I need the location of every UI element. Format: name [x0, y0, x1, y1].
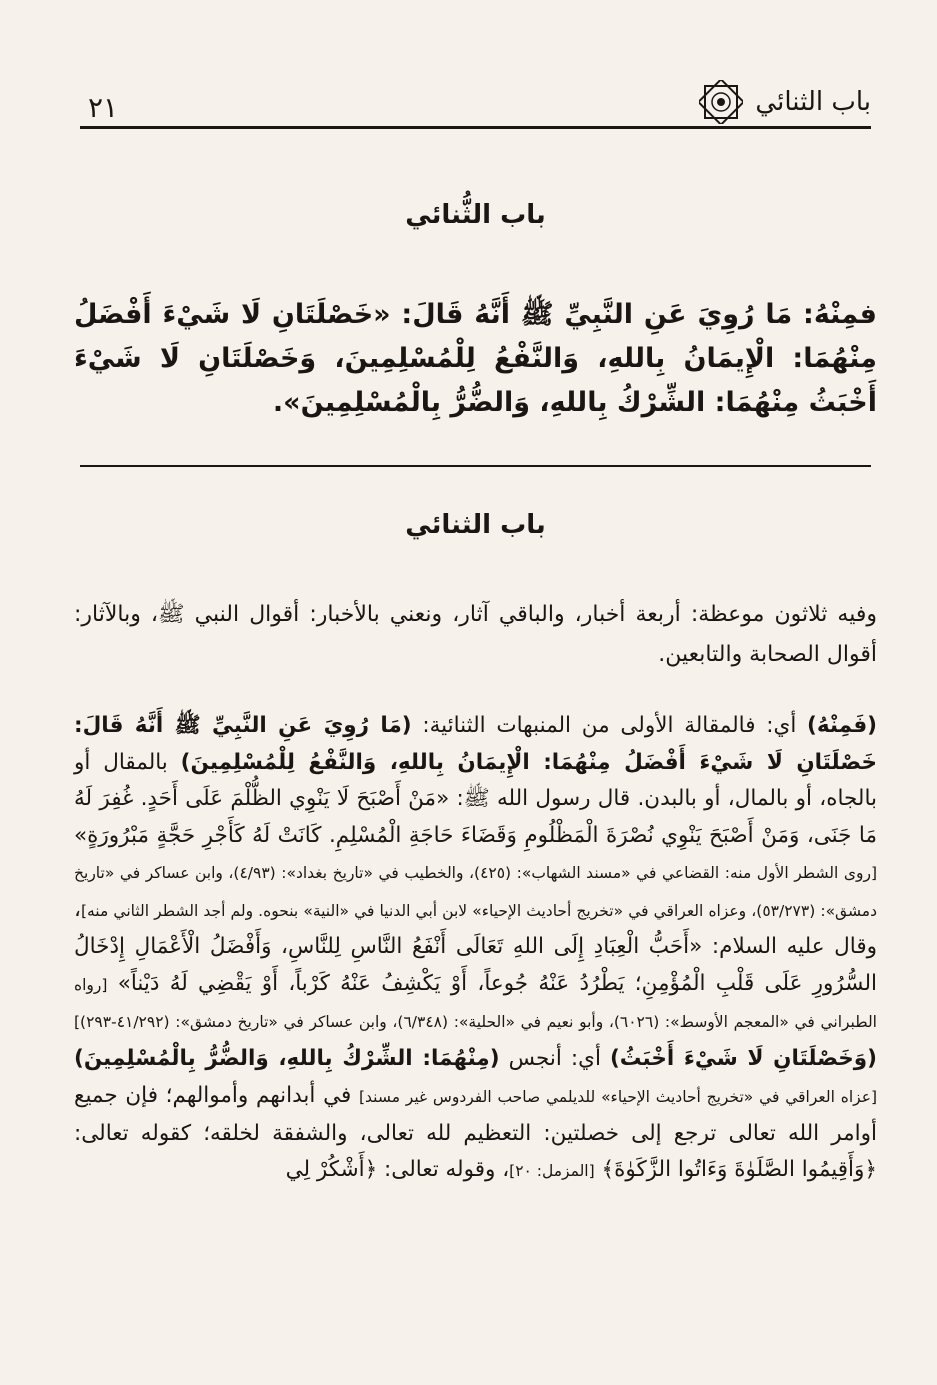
sharh-intro: وفيه ثلاثون موعظة: أربعة أخبار، والباقي آثار، ونعني بالأخبار: أقوال النبي ﷺ، وبالآثار: أقوال الصحابة والتابعين. — [74, 602, 877, 667]
commentary-citation: [رواه الطبراني في «المعجم الأوسط»: (٦٠٢٦)، وأبو نعيم في «الحلية»: (٦/٣٤٨)، وابن عساكر في «تاريخ دمشق»: (٤١/٢٩٢-٢٩٣)] — [74, 975, 877, 1031]
ornament-icon — [699, 80, 743, 124]
running-title: باب الثنائي — [755, 87, 871, 117]
sharh-heading: باب الثنائي — [405, 510, 546, 540]
commentary-text: في أبدانهم وأموالهم؛ فإن جميع أوامر الله تعالى ترجع إلى خصلتين: التعظيم لله تعالى، والشفقة لخلقه؛ كقوله تعالى: ﴿وَأَقِيمُوا الصَّلَوٰةَ وَءَاتُوا الزَّكَوٰةَ﴾ — [74, 1083, 877, 1182]
commentary-text: ، وقال عليه السلام: «أَحَبُّ الْعِبَادِ إِلَى اللهِ تَعَالَى أَنْفَعُ النَّاسِ لِلنَّاسِ، وَأَفْضَلُ الْأَعْمَالِ إِدْخَالُ السُّرُورِ عَلَى قَلْبِ الْمُؤْمِنِ؛ يَطْرُدُ عَنْهُ جُوعاً، أَوْ يَكْشِفُ عَنْهُ كَرْباً، أَوْ يَقْضِي لَهُ دَيْناً» — [74, 896, 877, 996]
commentary-lemma: (وَخَصْلَتَانِ لَا شَيْءَ أَخْبَثُ) — [609, 1045, 877, 1071]
commentary-text: بالمقال أو بالجاه، أو بالمال، أو بالبدن. قال رسول الله ﷺ: «مَنْ أَصْبَحَ لَا يَنْوِي الظُّلْمَ عَلَى أَحَدٍ. غُفِرَ لَهُ مَا جَنَى، وَمَنْ أَصْبَحَ يَنْوِي نُصْرَةَ الْمَظْلُومِ وَقَضَاءَ حَاجَةِ الْمُسْلِمِ. كَانَتْ لَهُ كَأَجْرِ حَجَّةٍ مَبْرُورَةٍ» — [74, 749, 877, 848]
commentary-lemma: (فَمِنْهُ) — [807, 713, 877, 738]
section-divider — [80, 465, 871, 467]
matn-heading: باب الثُّنائي — [405, 200, 546, 230]
matn-text: فمِنْهُ: مَا رُوِيَ عَنِ النَّبِيِّ ﷺ أَنَّهُ قَالَ: «خَصْلَتَانِ لَا شَيْءَ أَفْضَلُ مِنْهُمَا: الْإِيمَانُ بِاللهِ، وَالنَّفْعُ لِلْمُسْلِمِينَ، وَخَصْلَتَانِ لَا شَيْءَ أَخْبَثُ مِنْهُمَا: الشِّرْكُ بِاللهِ، وَالضُّرُّ بِالْمُسْلِمِينَ». — [74, 299, 877, 418]
commentary-lemma: (مَا رُوِيَ عَنِ النَّبِيِّ ﷺ أَنَّهُ قَالَ: خَصْلَتَانِ لَا شَيْءَ أَفْضَلُ مِنْهُمَا: الْإِيمَانُ بِاللهِ، وَالنَّفْعُ لِلْمُسْلِمِينَ) — [74, 713, 877, 775]
running-title-group — [699, 80, 871, 124]
commentary-text: أي: فالمقالة الأولى من المنبهات الثنائية: — [411, 713, 808, 738]
page-number: ٢١ — [88, 91, 119, 124]
commentary-lemma: (مِنْهُمَا: الشِّرْكُ بِاللهِ، وَالضُّرُّ بِالْمُسْلِمِينَ) — [74, 1045, 500, 1071]
commentary-citation: [روى الشطر الأول منه: القضاعي في «مسند الشهاب»: (٤٢٥)، والخطيب في «تاريخ بغداد»: (٤/٩٣)، وابن عساكر في «تاريخ دمشق»: (٥٣/٢٧٣)، وعزاه العراقي في «تخريج أحاديث الإحياء» لابن أبي الدنيا في «النية» بنحوه. ولم أجد الشطر الثاني منه] — [74, 864, 878, 920]
sharh-commentary — [74, 708, 877, 1190]
page-header — [80, 64, 871, 124]
commentary-text: أي: أنجس — [499, 1045, 610, 1071]
commentary-citation: [المزمل: ٢٠] — [509, 1162, 595, 1180]
header-rule — [80, 126, 871, 129]
commentary-text: ، وقوله تعالى: ﴿أَشْكُرْ لِي — [285, 1157, 510, 1182]
commentary-citation: [عزاه العراقي في «تخريج أحاديث الإحياء» للديلمي صاحب الفردوس غير مسند] — [359, 1088, 877, 1106]
